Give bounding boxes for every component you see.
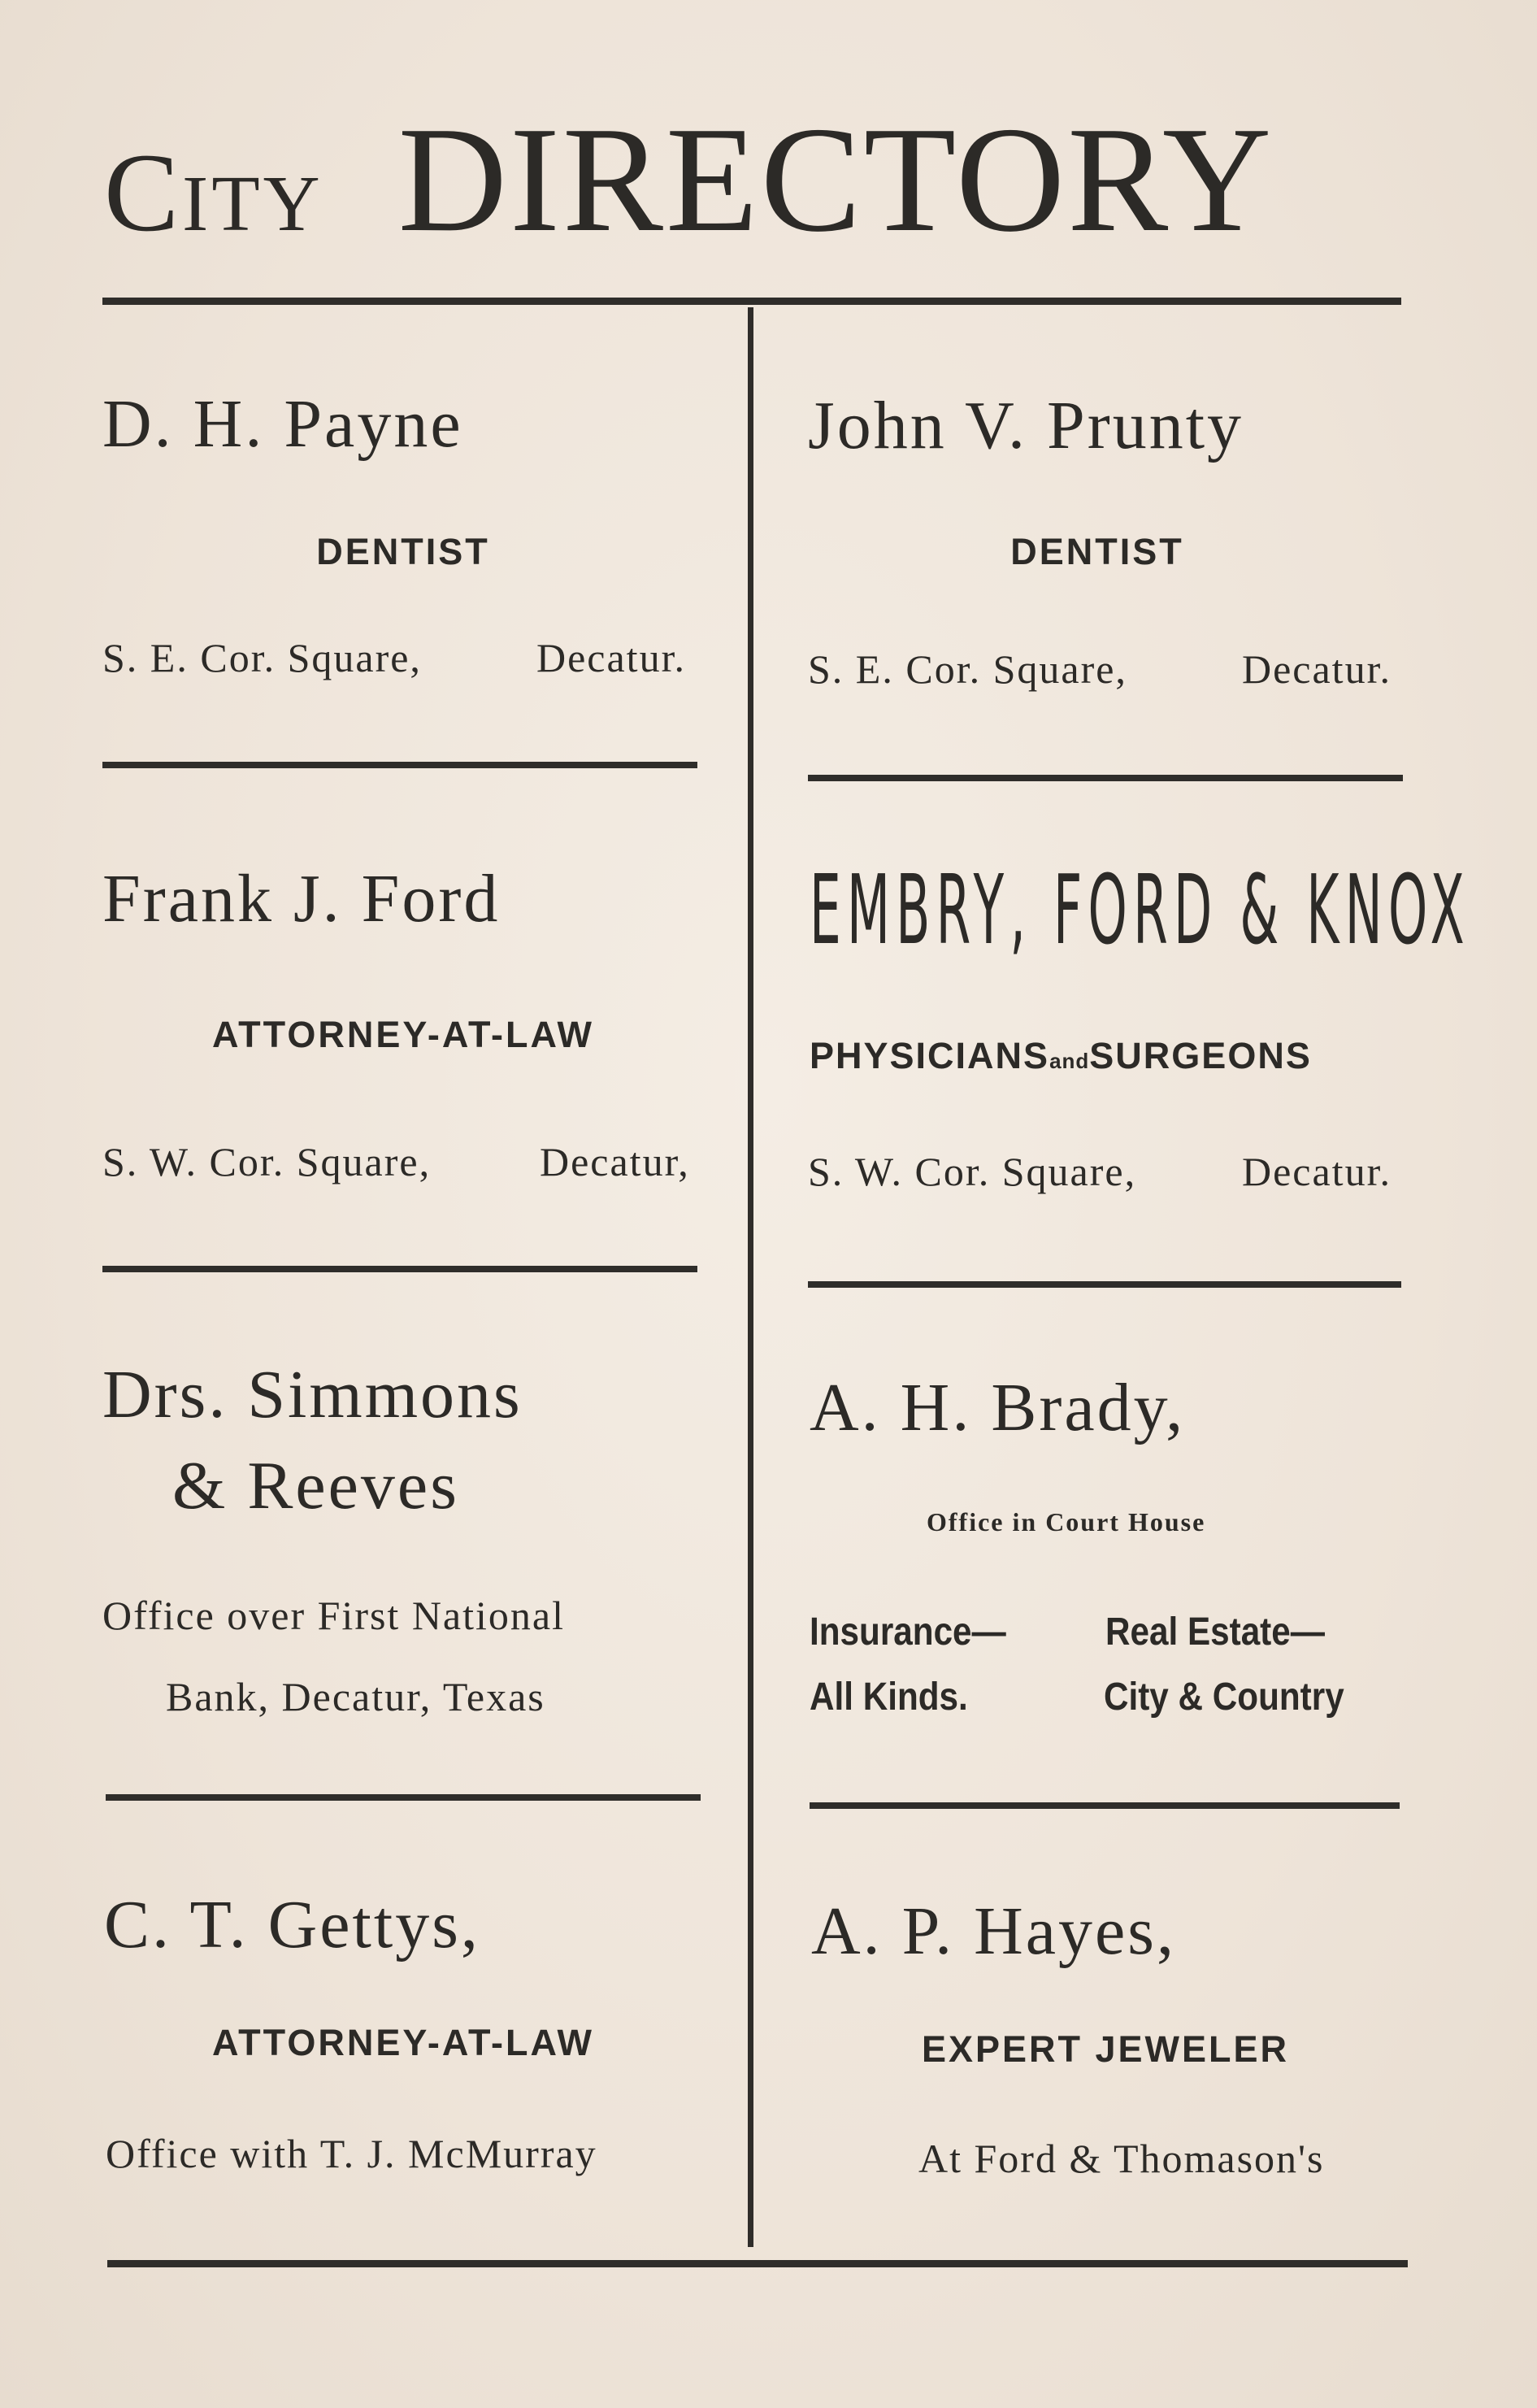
listing-address: S. E. Cor. Square, (102, 635, 422, 680)
bottom-rule (107, 2260, 1408, 2267)
listing-address-line1: Office over First National (102, 1593, 565, 1638)
listing-address-line2: Bank, Decatur, Texas (166, 1674, 545, 1719)
listing-profession: EXPERT JEWELER (921, 2028, 1290, 2070)
listing-profession: DENTIST (1010, 531, 1184, 572)
page-title (104, 96, 1274, 263)
listing-profession: ATTORNEY-AT-LAW (212, 2022, 594, 2063)
profession-surgeons: SURGEONS (1089, 1035, 1312, 1076)
right-divider-1 (808, 775, 1403, 781)
listing-service-col1-line2: All Kinds. (810, 1676, 968, 1719)
listing-address: At Ford & Thomason's (918, 2136, 1325, 2181)
listing-service-col1-line1: Insurance— (810, 1610, 1006, 1654)
listing-name-line2: & Reeves (172, 1448, 459, 1523)
left-divider-2 (102, 1266, 697, 1272)
right-divider-3 (810, 1802, 1400, 1809)
listing-city: Decatur. (1242, 646, 1392, 692)
listing-name-line1: Drs. Simmons (102, 1357, 523, 1432)
listing-name: C. T. Gettys, (104, 1887, 480, 1962)
top-rule (102, 298, 1401, 305)
title-city: City (104, 130, 323, 254)
listing-name: EMBRY, FORD & KNOX (810, 854, 1470, 966)
listing-name: John V. Prunty (808, 388, 1244, 463)
listing-city: Decatur. (1242, 1149, 1392, 1194)
center-divider (748, 307, 753, 2247)
listing-office: Office in Court House (927, 1507, 1206, 1537)
left-divider-3 (106, 1794, 701, 1801)
listing-address: S. E. Cor. Square, (808, 646, 1127, 692)
listing-address: Office with T. J. McMurray (106, 2131, 597, 2176)
listing-service-col2-line2: City & Country (1104, 1676, 1344, 1719)
listing-address: S. W. Cor. Square, (102, 1139, 432, 1184)
listing-name: D. H. Payne (102, 386, 463, 462)
listing-city: Decatur. (536, 635, 686, 680)
listing-name: A. H. Brady, (810, 1370, 1186, 1445)
listing-profession: DENTIST (316, 531, 490, 572)
right-divider-2 (808, 1281, 1401, 1288)
listing-service-col2-line1: Real Estate— (1105, 1610, 1325, 1654)
title-directory: DIRECTORY (397, 96, 1274, 263)
listing-city: Decatur, (540, 1139, 690, 1184)
listing-address: S. W. Cor. Square, (808, 1149, 1137, 1194)
listing-profession: ATTORNEY-AT-LAW (212, 1014, 594, 1055)
profession-physicians: PHYSICIANS (810, 1035, 1050, 1076)
profession-and: and (1049, 1049, 1090, 1073)
listing-name: A. P. Hayes, (811, 1893, 1176, 1969)
listing-profession (810, 1037, 1312, 1074)
left-divider-1 (102, 762, 697, 768)
listing-name: Frank J. Ford (102, 861, 501, 937)
